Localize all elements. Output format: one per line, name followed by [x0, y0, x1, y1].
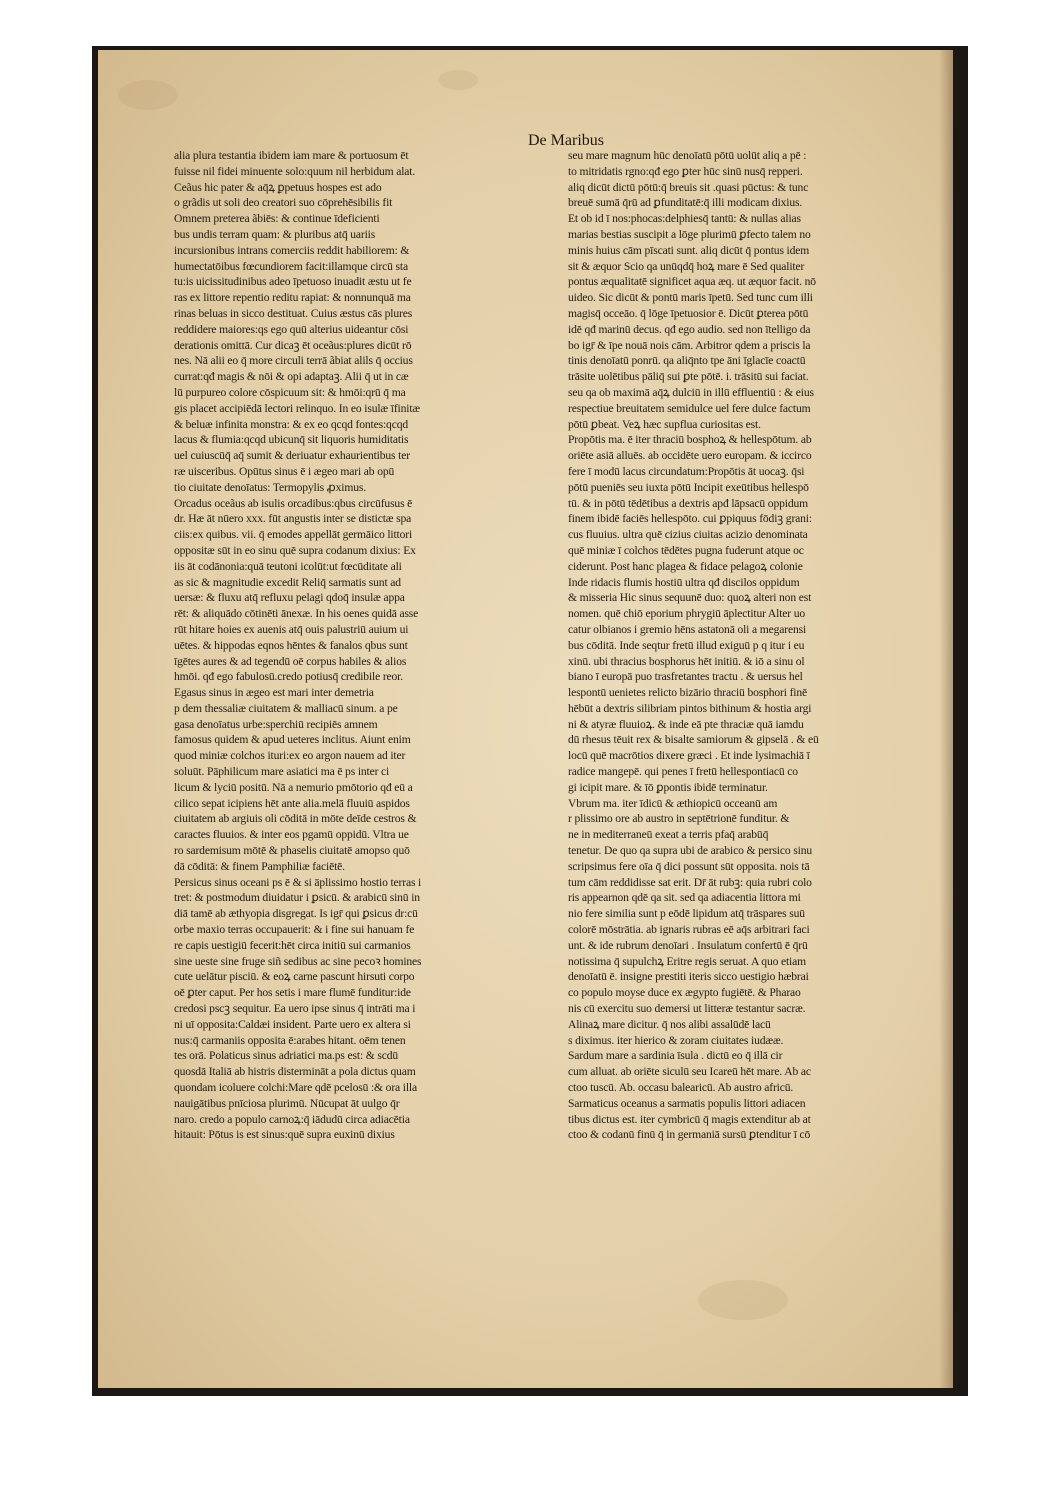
- text-line: credosi pscꝫ sequitur. Ea uero ipse sinus q̄ intrāti ma i: [174, 1002, 416, 1016]
- text-line: nis cū exercitu suo demersi ut litteræ testantur sacræ.: [568, 1002, 806, 1016]
- text-line: finem ibidē faciēs hellespōto. cui ꝑpiquus fōdiꝫ grani:: [568, 512, 812, 526]
- text-line: colorē mōstrātia. ab ignaris rubras eē aq̄s arbitrari faci: [568, 923, 810, 937]
- text-line: orbe maxio terras occupauerit: & i fine sui hanuam fe: [174, 923, 415, 937]
- text-line: & misseria Hic sinus sequunē duo: quoꝝ alteri non est: [568, 591, 812, 605]
- text-line: dā cōditā: & finem Pamphiliæ faciētē.: [174, 859, 345, 873]
- scanned-page-frame: [92, 46, 968, 1396]
- text-line: ciis:ex quibus. vii. q̄ emodes appellāt germāico littori: [174, 528, 413, 542]
- paper-stain: [698, 1280, 788, 1320]
- paper-stain: [118, 80, 178, 110]
- text-line: scripsimus fere oīa q̄ dici possunt sūt opposita. nois tā: [568, 859, 810, 873]
- text-line: tinis denoīatū ponrū. qa aliq̄nto tpe āni īglacīe coactū: [568, 354, 806, 368]
- text-line: oppositæ sūt in eo sinu quē supra codanum dixius: Ex: [174, 543, 416, 557]
- text-line: ris appearnon qdē qa sit. sed qa adiacentia littora mi: [568, 891, 801, 905]
- text-line: pontus æqualitatē significet aqua æq. ut æquor facit. nō: [568, 275, 816, 289]
- text-line: oē ꝑter caput. Per hos setis i mare flumē funditur:ide: [174, 986, 411, 1000]
- text-line: r plissimo ore ab austro in septētrionē funditur. &: [568, 812, 790, 826]
- text-line: quod miniæ colchos ituri:ex eo argon nauem ad iter: [174, 749, 406, 763]
- text-line: Egasus sinus in ægeo est mari inter demetria: [174, 686, 374, 700]
- text-line: marias bestias suscipit a lōge plurimū ꝑfecto talem no: [568, 227, 811, 241]
- text-line: hēbūt a dextris silibriam pintos bithinum & hostia argi: [568, 701, 812, 715]
- text-line: co populo moyse duce ex ægypto fugiētē. & Pharao: [568, 986, 801, 1000]
- text-line: tum cām reddidisse sat erit. Dr̄ āt rubꝫ: quia rubri colo: [568, 875, 812, 889]
- text-line: rēt: & aliquādo cōtinēti ānexæ. In his oenes quidā asse: [174, 607, 419, 621]
- text-line: nus:q̄ carmaniis opposita ē:arabes hitant. oēm tenen: [174, 1033, 406, 1047]
- text-line: gis placet accipiēdā lectori relinquo. In eo isulæ īfinitæ: [174, 401, 420, 415]
- text-line: tes orā. Polaticus sinus adriatici ma.ps est: & scdū: [174, 1049, 399, 1063]
- text-line: notissima q̄ supulchꝝ Eritre regis seruat. A quo etiam: [568, 954, 806, 968]
- text-line: Sardum mare a sardinia īsula . dictū eo q̄ illā cir: [568, 1049, 783, 1063]
- text-line: ni uī opposita:Caldæi insident. Parte uero ex altera si: [174, 1017, 411, 1031]
- text-line: minis huius cām pīscati sunt. aliq dicūt q̄ pontus idem: [568, 243, 810, 257]
- text-line: fuisse nil fidei minuente solo:quum nil herbidum alat.: [174, 164, 416, 178]
- text-line: Inde ridacis flumis hostiū ultra qđ discilos oppidum: [568, 575, 800, 589]
- text-line: quosdā Italiā ab histris distermināt a pola dictus quam: [174, 1065, 416, 1079]
- text-line: Persicus sinus oceani ps ē & si āplissimo hostio terras i: [174, 875, 422, 889]
- text-line: & beluæ infinita monstra: & ex eo qcqd fontes:qcqd: [174, 417, 408, 431]
- text-line: lacus & flumia:qcqd ubicunq̄ sit liquoris humiditatis: [174, 433, 409, 447]
- text-line: aliq dicūt dictū pōtū:q̄ breuis sit .quasi pūctus: & tunc: [568, 180, 809, 194]
- text-line: oriēte asiā alluēs. ab occidēte uero europam. & iccirco: [568, 449, 812, 463]
- paper-stain: [438, 70, 478, 90]
- text-line: fere ī modū lacus circundatum:Propōtis āt uocaꝫ. q̄si: [568, 464, 805, 478]
- text-line: dū rhesus tēuit rex & bisalte samiorum & gipselā . & eū: [568, 733, 819, 747]
- text-line: caractes fluuios. & inter eos pgamū oppidū. Vltra ue: [174, 828, 409, 842]
- text-line: ræ uisceribus. Opūtus sinus ē i ægeo mari ab opū: [174, 464, 395, 478]
- text-line: tret: & postmodum diuidatur i ꝑsicū. & arabicū sinū in: [174, 891, 420, 905]
- text-line: cilico sepat icipiens hēt ante alia.melā fluuiū aspidos: [174, 796, 410, 810]
- text-line: īgētes aures & ad tegendū oē corpus habiles & alios: [174, 654, 407, 668]
- text-line: famosus quidem & apud ueteres inclitus. Aiunt enim: [174, 733, 411, 747]
- text-line: Et ob id ī nos:phocas:delphiesq̄ tantū: & nullas alias: [568, 212, 801, 226]
- text-line: pōtū ꝑbeat. Veꝝ hæc supflua curiositas est.: [568, 417, 761, 431]
- text-line: tū. & in pōtū tēdētibus a dextris apđ lāpsacū oppidum: [568, 496, 808, 510]
- text-line: diā tamē ab æthyopia disgregat. Is igr̄ qui ꝑsicus dr:cū: [174, 907, 418, 921]
- text-line: Orcadus oceãus ab isulis orcadibus:qbus circūfusus ē: [174, 496, 413, 510]
- text-line: tu:is uicissitudinibus adeo īpetuoso inuadit æstu ut fe: [174, 275, 412, 289]
- text-line: cus fluuius. ultra quē cizius ciuitas acizio denominata: [568, 528, 808, 542]
- text-line: ciuitatem ab argiuis oli cōditā in mōte deīde cestros &: [174, 812, 417, 826]
- text-line: Propōtis ma. ē iter thraciū bosphoꝝ & hellespōtum. ab: [568, 433, 812, 447]
- text-line: nio fere similia sunt p eōdē lipidum atq̄ trāspares suū: [568, 907, 805, 921]
- text-line: currat:qđ magis & nōi & opi adaptaꝫ. Alii q̄ ut in cæ: [174, 370, 409, 384]
- text-line: o grãdis ut soli deo creatori suo cōprehēsibilis fit: [174, 196, 393, 210]
- text-line: alia plura testantia ibidem iam mare & portuosum ēt: [174, 149, 409, 162]
- text-line: biano ī europā puo trasfretantes tractu . & uersus hel: [568, 670, 803, 684]
- text-line: incursionibus intrans comerciis reddit habiliorem: &: [174, 243, 410, 257]
- text-line: quē miniæ ī colchos tēdētes pugna fuderunt atque oc: [568, 543, 804, 557]
- text-line: gi icipit mare. & īō ꝑpontis ibidē terminatur.: [568, 780, 768, 794]
- text-line: nomen. quē chiō eporium phrygiū āplectitur Alter uo: [568, 607, 806, 621]
- text-line: tio ciuitate denoīatus: Termopylis ꝓximus.: [174, 480, 366, 494]
- text-line: iis āt codānonia:quā teutoni icolūt:ut fœcūditate ali: [174, 559, 402, 573]
- text-line: lū purpureo colore cōspicuum sit: & hmōi:qrū q̄ ma: [174, 385, 406, 399]
- text-line: respectiue breuitatem semidulce uel fere dulce factum: [568, 401, 811, 415]
- page-edge-shadow: [939, 50, 953, 1388]
- text-line: re capis uestigiū fecerit:hēt circa initiū sui carmanios: [174, 938, 411, 952]
- text-line: humectatōibus fœcundiorem facit:illamque circū sta: [174, 259, 408, 273]
- text-line: derationis omittā. Cur dicaꝫ ēt oceãus:plures dicūt rō: [174, 338, 412, 352]
- text-line: tibus dictus est. iter cymbricū q̄ magis extenditur ab at: [568, 1112, 811, 1126]
- right-text-column: [568, 148, 953, 1143]
- text-line: to mitridatis rgno:qđ ego ꝑter hūc sinū nusq̄ repperi.: [568, 164, 803, 178]
- text-line: ciderunt. Post hanc plagea & fidace pelagoꝝ colonie: [568, 559, 803, 573]
- text-line: hmōi. qđ ego fabulosū.credo potiusq̄ credibile reor.: [174, 670, 403, 684]
- text-line: reddidere maiores:qs ego quū alterius uideantur cōsi: [174, 322, 409, 336]
- text-line: cum alluat. ab oriēte siculū seu Icareū hēt mare. Ab ac: [568, 1065, 811, 1079]
- text-line: catur olbianos i gremio hēns astatonā oli a megarensi: [568, 622, 807, 636]
- text-line: Ceãus hic pater & aq̄ꝝ ꝑpetuus hospes est ado: [174, 180, 382, 194]
- text-line: nes. Nā alii eo q̄ more circuli terrā ãbiat alils q̄ occius: [174, 354, 413, 368]
- text-line: as sic & magnitudie excedit Reliq̄ sarmatis sunt ad: [174, 575, 401, 589]
- text-line: naro. credo a populo carnoꝝ:q̄ iādudū circa adiacētia: [174, 1112, 410, 1126]
- text-line: p dem thessaliæ ciuitatem & malliacū sinum. a pe: [174, 701, 398, 715]
- text-line: gasa denoīatus urbe:sperchiū recipiēs amnem: [174, 717, 378, 731]
- text-line: unt. & ide rubrum denoīari . Insulatum confertū ē q̄rū: [568, 938, 808, 952]
- text-line: trāsite uolētibus pāliq̄ sui ꝑte pōtē. i. trāsitū sui faciat.: [568, 370, 809, 384]
- text-line: pōtū pueniēs seu iuxta pōtū Incipit exeūtibus hellespō: [568, 480, 809, 494]
- text-line: uel cuiuscūq̄ aq̄ sumit & deriuatur exhaurientibus ter: [174, 449, 410, 463]
- text-line: uersæ: & fluxu atq̄ refluxu pelagi qdoq̄ insulæ appa: [174, 591, 405, 605]
- text-line: uideo. Sic dicūt & pontū maris īpetū. Sed tunc cum illi: [568, 291, 813, 305]
- text-line: ctoo & codanū finū q̄ in germaniā sursū ꝑtenditur ī cō: [568, 1128, 811, 1142]
- text-line: seu qa ob maximā aq̄ꝝ dulciū in illū effluentiū : & eius: [568, 385, 814, 399]
- text-line: soluūt. Pāphilicum mare asiatici ma ē ps inter ci: [174, 765, 390, 779]
- text-line: ro sardemisum mōtē & phaselis ciuitatē amopso quō: [174, 844, 410, 858]
- text-line: radice mangepē. qui penes ī fretū hellespontiacū co: [568, 765, 798, 779]
- text-line: idē qđ marinū decus. qđ ego audio. sed non ītelligo da: [568, 322, 811, 336]
- text-line: ni & atyræ fluuioꝝ. & inde eā pte thraciæ quā iamdu: [568, 717, 804, 731]
- text-line: rinas beluas in sicco destituat. Cuius æstus cās plures: [174, 306, 413, 320]
- text-line: xinū. ubi thracius bosphorus hēt initiū. & iō a sinu ol: [568, 654, 805, 668]
- text-line: ras ex littore repentio reditu rapiat: & nonnunquā ma: [174, 291, 411, 305]
- text-line: locū quē macrōtios dixere græci . Et inde lysimachiā ī: [568, 749, 810, 763]
- text-line: cute uelātur pisciū. & eoꝝ carne pascunt hirsuti corpo: [174, 970, 415, 984]
- running-header: De Maribus: [528, 132, 604, 149]
- text-line: sit & æquor Scio qa unūqdq̄ hoꝝ mare ē Sed qualiter: [568, 259, 805, 273]
- text-line: Vbrum ma. iter īdicū & æthiopicū occeanū am: [568, 796, 778, 810]
- text-line: licum & lyciū positū. Nā a nemurio pmōtorio qđ eū a: [174, 780, 413, 794]
- text-line: bo igr̄ & īpe nouā nois cām. Arbitror qdem a priscis la: [568, 338, 811, 352]
- text-line: ne in mediterraneū exeat a terris pfaq̄ arabūq̄: [568, 828, 769, 842]
- text-line: sine ueste sine fruge siñ sedibus ac sine pecoꝛ homines: [174, 954, 422, 968]
- text-line: quondam icoluere colchi:Mare qdē pcelosū :& ora illa: [174, 1081, 417, 1095]
- text-line: dr. Hæ āt nūero xxx. fūt angustis inter se distictæ spa: [174, 512, 412, 526]
- text-line: Omnem preterea ãbiēs: & continue īdeficienti: [174, 212, 380, 226]
- text-line: tenetur. De quo qa supra ubi de arabico & persico sinu: [568, 844, 812, 858]
- left-text-column: [174, 148, 564, 1143]
- text-line: bus cōditā. Inde seqtur fretū illud exiguū p q itur i eu: [568, 638, 805, 652]
- text-line: magisq̄ occeāo. q̄ lōge īpetuosior ē. Dicūt ꝑterea pōtū: [568, 306, 809, 320]
- text-line: ctoo tuscū. Ab. occasu balearicū. Ab austro africū.: [568, 1081, 794, 1095]
- text-line: s diximus. iter hierico & zoram ciuitates iudææ.: [568, 1033, 784, 1047]
- text-line: Sarmaticus oceanus a sarmatis populis littori adiacen: [568, 1096, 806, 1110]
- text-line: bus undis terram quam: & pluribus atq̄ uariis: [174, 227, 376, 241]
- text-line: rūt hitare hoies ex auenis atq̄ ouis palustriū auium ui: [174, 622, 409, 636]
- text-line: hitauit: Pōtus is est sinus:quē supra euxinū dixius: [174, 1128, 395, 1142]
- text-line: nauigātibus pnīciosa plurimū. Nūcupat āt uulgo q̄r: [174, 1096, 400, 1110]
- text-line: breuē sumā q̄rū ad ꝑfunditatē:q̄ illi modicam dixius.: [568, 196, 803, 210]
- text-line: Alinaꝝ mare dicitur. q̄ nos alibi assalūdē lacū: [568, 1017, 771, 1031]
- manuscript-page: [98, 50, 953, 1388]
- text-line: seu mare magnum hūc denoīatū pōtū uolūt aliq a pē :: [568, 149, 807, 162]
- text-line: denoīatū ē. insigne prestiti iteris sicco uestigio hæbrai: [568, 970, 809, 984]
- text-line: lespontū uenietes relicto bizārio thraciū bosphori finē: [568, 686, 808, 700]
- text-line: uētes. & hippodas eqnos hēntes & fanalos qbus sunt: [174, 638, 408, 652]
